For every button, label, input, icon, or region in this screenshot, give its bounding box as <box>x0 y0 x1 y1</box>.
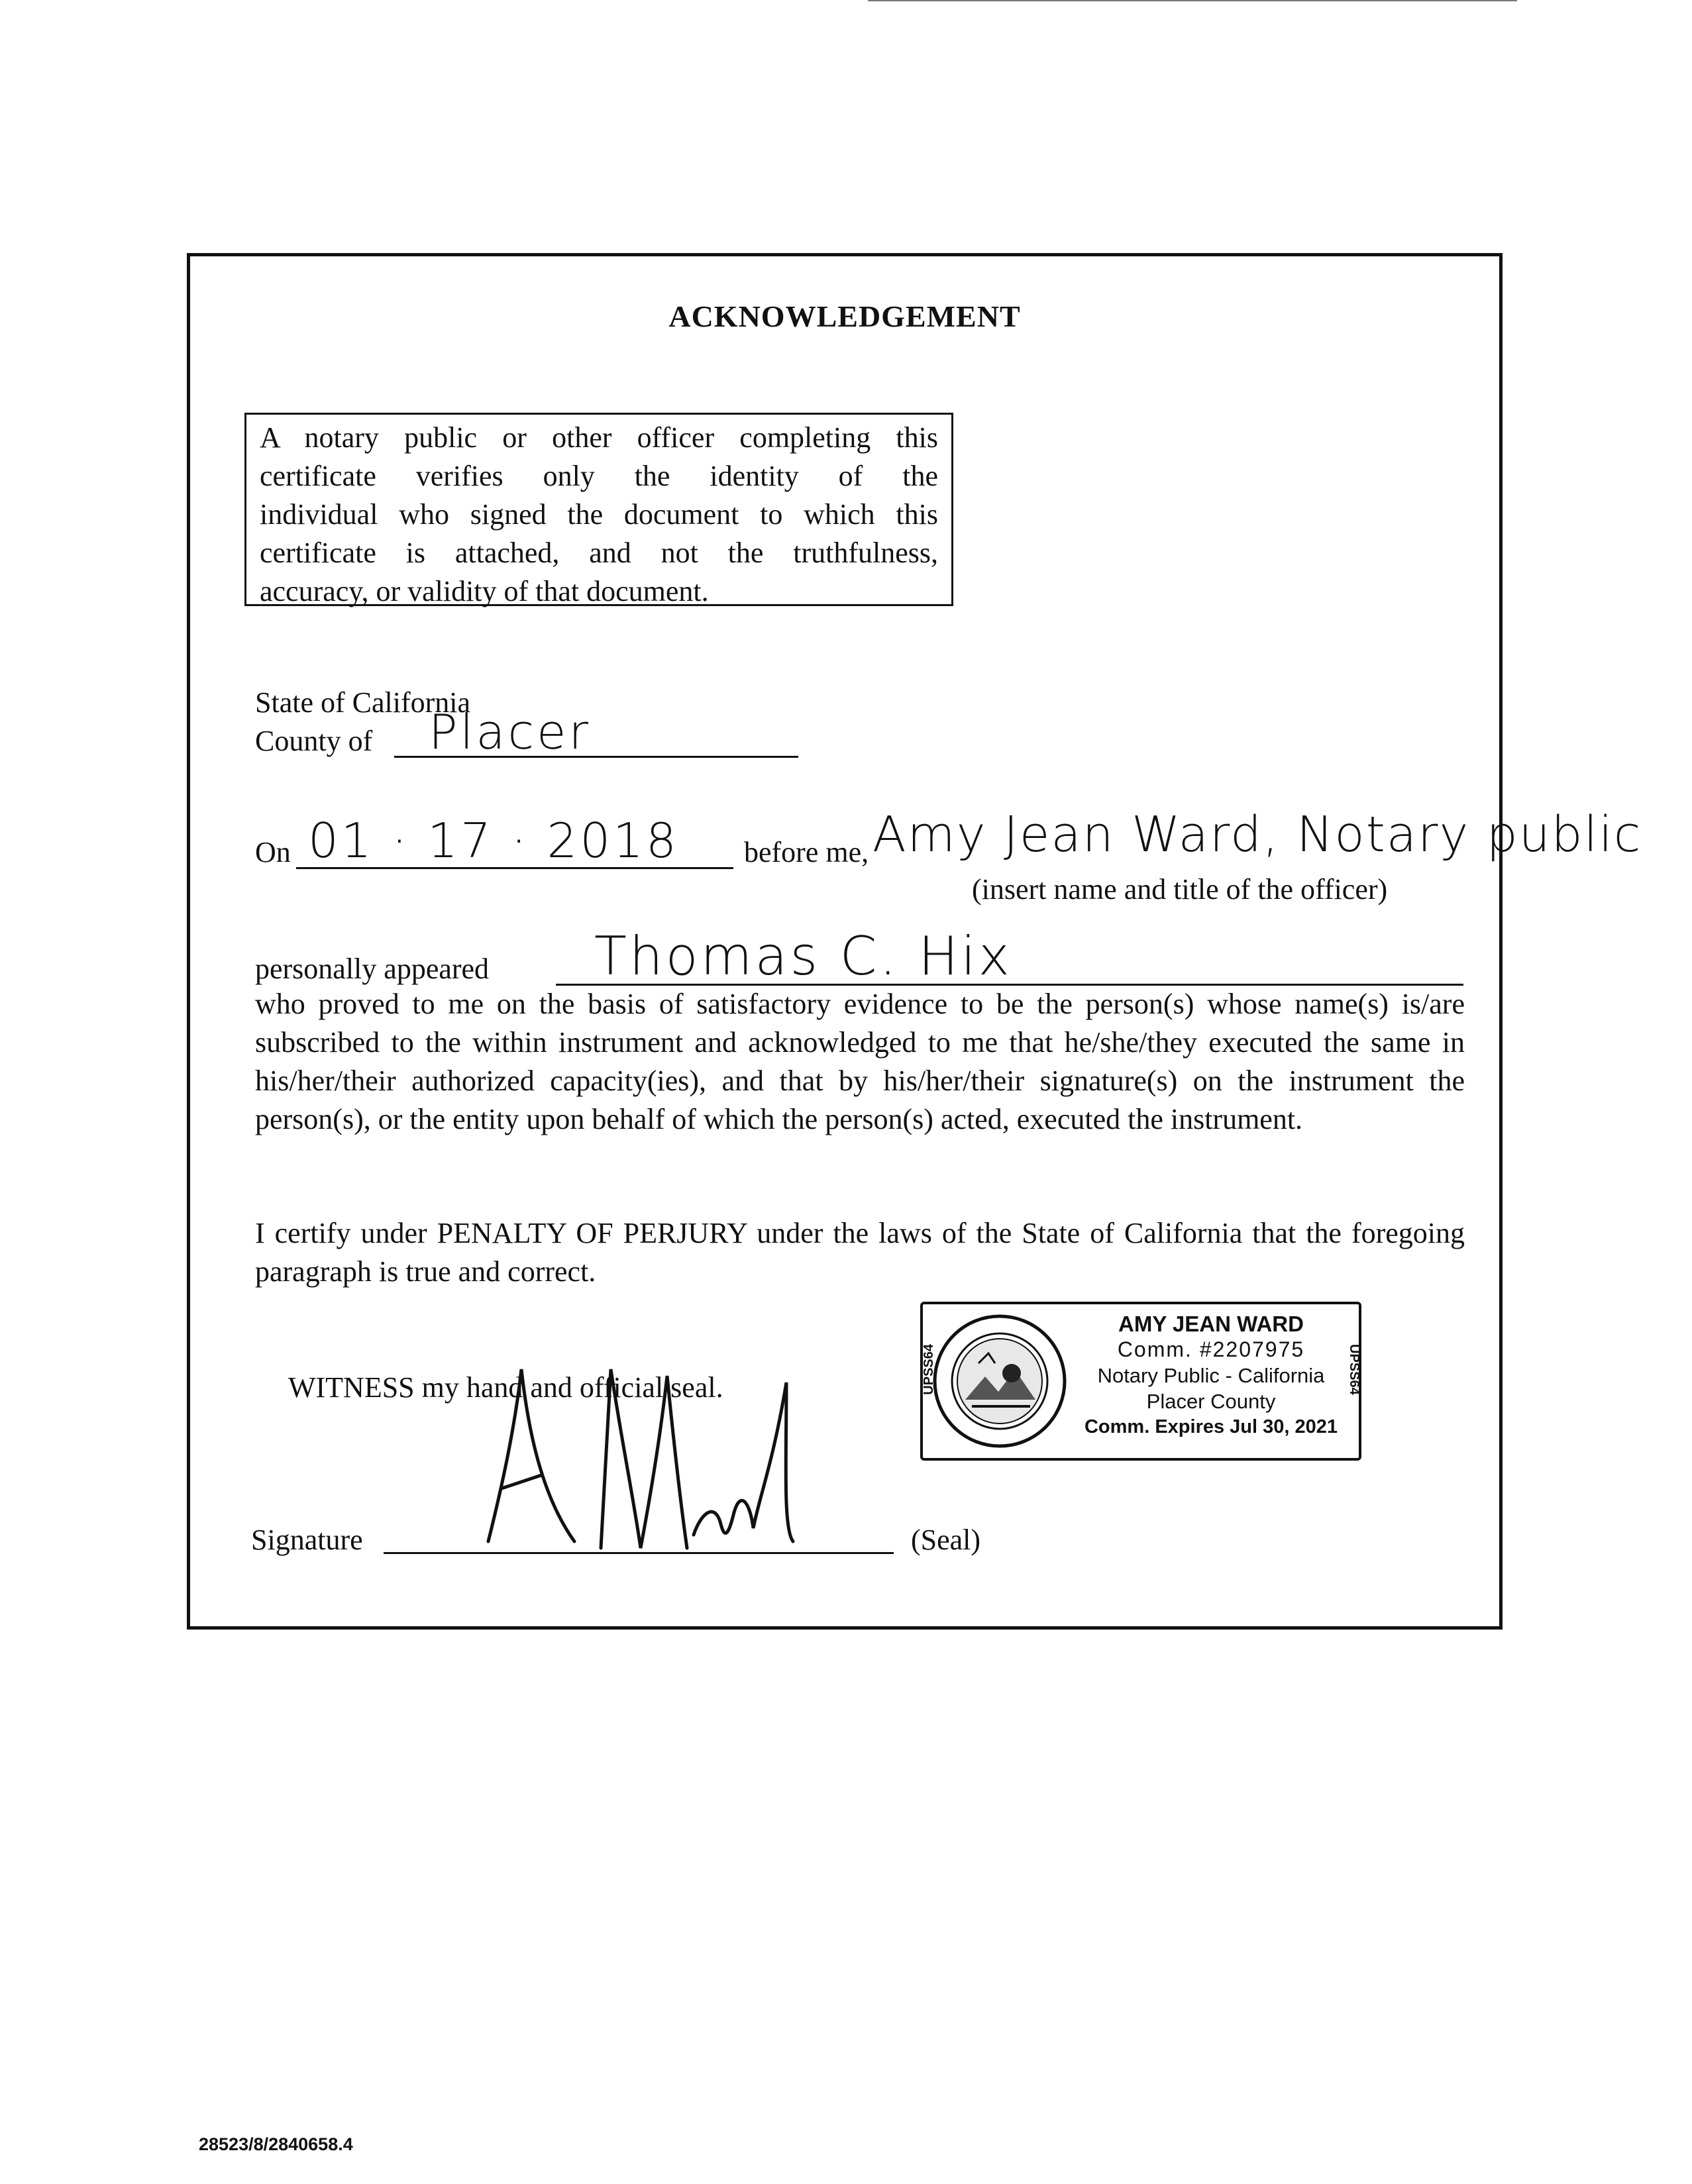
county-label: County of <box>255 725 373 757</box>
state-label: State of California <box>255 686 471 719</box>
disclaimer-line: A notary public or other officer completing this <box>260 421 938 454</box>
state-seal-emblem <box>932 1314 1067 1449</box>
seal-label: (Seal) <box>911 1524 981 1556</box>
disclaimer-line: certificate verifies only the identity of the <box>260 460 938 492</box>
witness-text: WITNESS my hand and official seal. <box>288 1371 723 1404</box>
document-footer-id: 28523/8/2840658.4 <box>199 2134 353 2154</box>
notary-signature-image <box>442 1329 813 1568</box>
county-handwritten: Placer <box>429 704 592 760</box>
officer-handwritten: Amy Jean Ward, Notary public <box>872 806 1642 863</box>
notary-seal-stamp <box>920 1302 1361 1461</box>
seal-commission-number: Comm. #2207975 <box>1117 1337 1305 1361</box>
acknowledgement-form <box>187 253 1642 1630</box>
seal-expiration: Comm. Expires Jul 30, 2021 <box>1084 1416 1338 1437</box>
notary-disclaimer-box <box>244 413 953 606</box>
disclaimer-line: certificate is attached, and not the truthfulness, <box>260 537 938 569</box>
on-label: On <box>255 836 291 868</box>
signature-label: Signature <box>251 1524 363 1556</box>
seal-side-mark-right: UPSS64 <box>1347 1344 1361 1395</box>
form-title: ACKNOWLEDGEMENT <box>668 299 1021 333</box>
date-handwritten: 01 · 17 · 2018 <box>308 813 679 868</box>
disclaimer-line: individual who signed the document to which this <box>260 498 938 531</box>
appeared-handwritten: Thomas C. Hix <box>594 925 1013 987</box>
perjury-paragraph: I certify under PENALTY OF PERJURY under the laws of the State of California that the foregoing paragraph is true and correct. <box>255 1217 1465 1288</box>
acknowledgement-paragraph: who proved to me on the basis of satisfactory evidence to be the person(s) whose name(s) is/are subscribed to the within instrument and acknowledged to me that he/she/they executed the same in his/her/their authorized capacity(ies), and that by his/her/their signature(s) on the instrument the person(s), or the entity upon behalf of which the person(s) acted, executed the instrument. <box>255 988 1465 1135</box>
seal-side-mark-left: UPSS64 <box>922 1344 936 1395</box>
seal-county: Placer County <box>1146 1390 1276 1413</box>
appeared-label: personally appeared <box>255 953 490 985</box>
disclaimer-line: accuracy, or validity of that document. <box>260 575 709 607</box>
officer-hint: (insert name and title of the officer) <box>972 873 1388 906</box>
seal-notary-name: AMY JEAN WARD <box>1118 1312 1304 1336</box>
seal-notary-title: Notary Public - California <box>1097 1364 1325 1387</box>
seal-text-block <box>1069 1311 1353 1440</box>
top-edge-rule <box>868 0 1517 1</box>
before-me-label: before me, <box>744 836 869 868</box>
